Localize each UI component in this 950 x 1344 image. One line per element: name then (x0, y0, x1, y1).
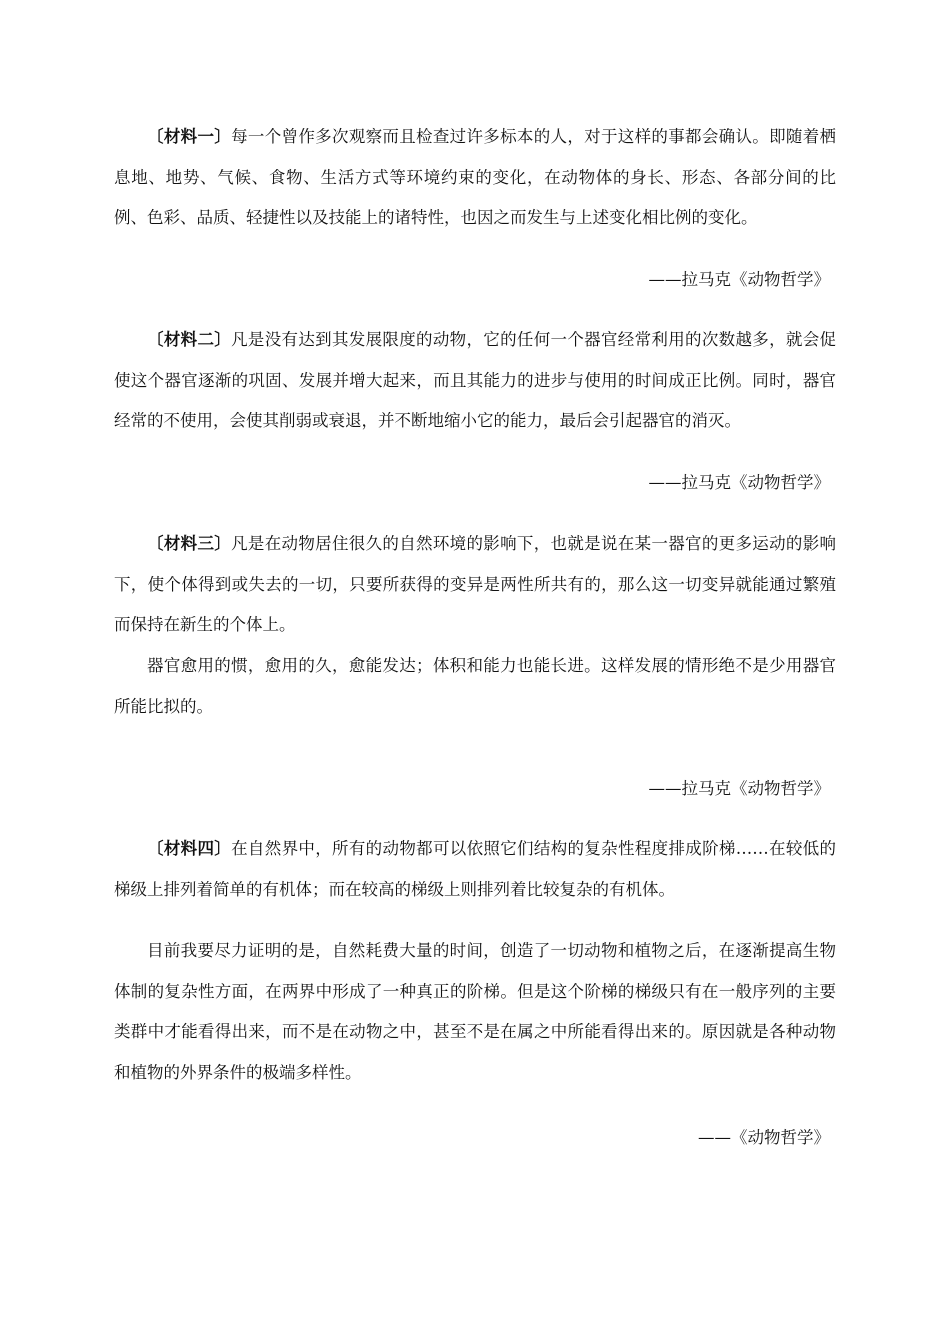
material-3-tag: 〔材料三〕 (147, 534, 232, 553)
material-1-text: 每一个曾作多次观察而且检查过许多标本的人，对于这样的事都会确认。即随着栖息地、地势、气候、食物、生活方式等环境约束的变化，在动物体的身长、形态、各部分间的比例、色彩、品质、轻捷性以及技能上的诸特性，也因之而发生与上述变化相比例的变化。 (114, 127, 836, 227)
material-4-tag: 〔材料四〕 (147, 839, 232, 858)
material-3-source: ——拉马克《动物哲学》 (648, 779, 830, 798)
material-4-paragraph (114, 829, 836, 910)
material-2-tag: 〔材料二〕 (147, 330, 232, 349)
material-1-source: ——拉马克《动物哲学》 (648, 270, 830, 289)
material-3-paragraph-2: 器官愈用的惯，愈用的久，愈能发达；体积和能力也能长进。这样发展的情形绝不是少用器官所能比拟的。 (114, 656, 836, 716)
material-3-text: 凡是在动物居住很久的自然环境的影响下，也就是说在某一器官的更多运动的影响下，使个体得到或失去的一切，只要所获得的变异是两性所共有的，那么这一切变异就能通过繁殖而保持在新生的个体上。 (114, 534, 836, 634)
material-2-paragraph (114, 320, 836, 442)
material-4-text: 在自然界中，所有的动物都可以依照它们结构的复杂性程度排成阶梯……在较低的梯级上排列着简单的有机体；而在较高的梯级上则排列着比较复杂的有机体。 (114, 839, 837, 899)
material-3-paragraph (114, 524, 836, 646)
material-1-tag: 〔材料一〕 (147, 127, 232, 146)
material-2-text: 凡是没有达到其发展限度的动物，它的任何一个器官经常利用的次数越多，就会促使这个器官逐渐的巩固、发展并增大起来，而且其能力的进步与使用的时间成正比例。同时，器官经常的不使用，会使其削弱或衰退，并不断地缩小它的能力，最后会引起器官的消灭。 (114, 330, 836, 430)
material-4-paragraph-2: 目前我要尽力证明的是，自然耗费大量的时间，创造了一切动物和植物之后，在逐渐提高生物体制的复杂性方面，在两界中形成了一种真正的阶梯。但是这个阶梯的梯级只有在一般序列的主要类群中才能看得出来，而不是在动物之中，甚至不是在属之中所能看得出来的。原因就是各种动物和植物的外界条件的极端多样性。 (114, 941, 836, 1082)
material-1-paragraph (114, 117, 836, 239)
material-4-source: ——《动物哲学》 (698, 1128, 830, 1147)
material-2-source: ——拉马克《动物哲学》 (648, 473, 830, 492)
